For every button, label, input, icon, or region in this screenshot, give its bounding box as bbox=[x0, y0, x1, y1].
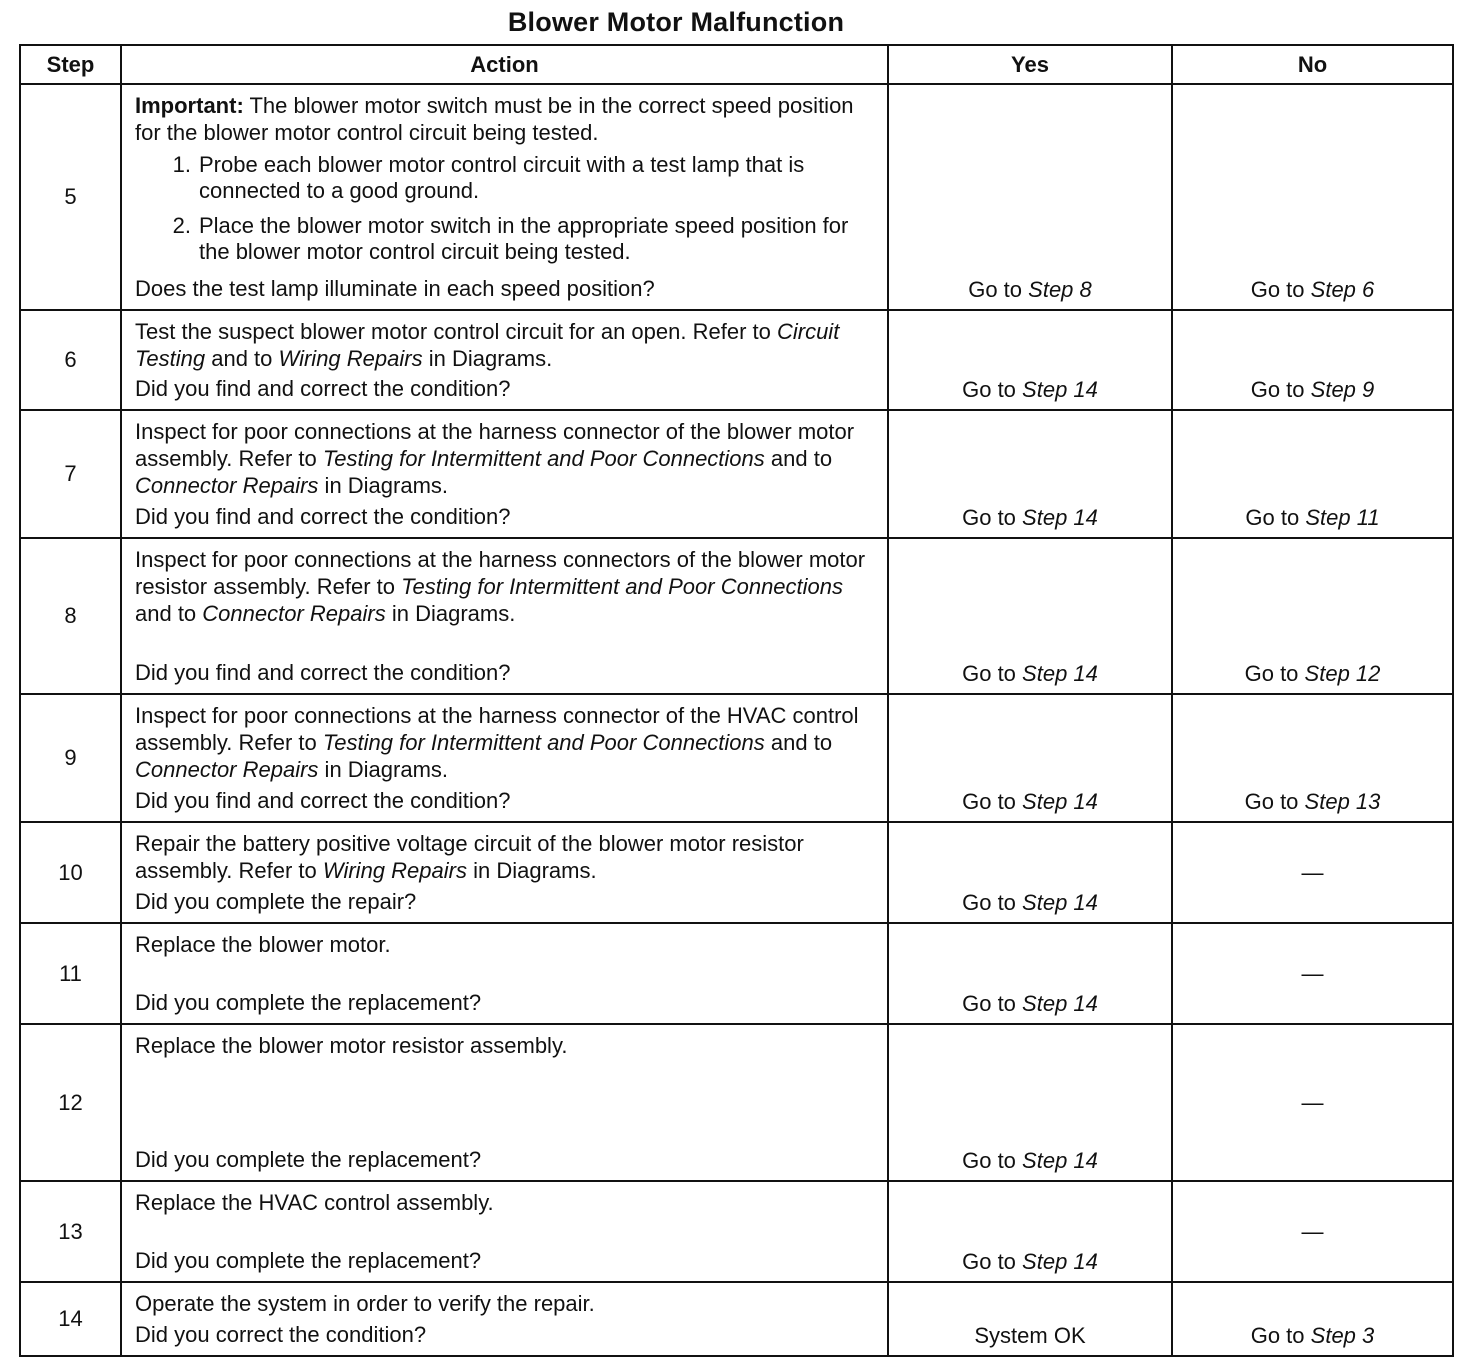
header-action: Action bbox=[121, 45, 888, 84]
action-text bbox=[135, 546, 875, 627]
action-text-segment: in Diagrams. bbox=[318, 757, 449, 782]
action-text-segment: Inspect for poor connections at the harness connector of the blower motor assembly. Refer to bbox=[135, 419, 855, 471]
page-title: Blower Motor Malfunction bbox=[507, 7, 845, 37]
action-cell bbox=[121, 84, 888, 310]
reference-link-text: Connector Repairs bbox=[202, 601, 386, 626]
reference-link-text: Testing for Intermittent and Poor Connections bbox=[401, 574, 844, 599]
step-number: 13 bbox=[20, 1181, 121, 1282]
important-label: Important: bbox=[135, 93, 244, 118]
table-header-row bbox=[20, 45, 1453, 84]
reference-link-text: Wiring Repairs bbox=[278, 346, 423, 371]
step-number: 11 bbox=[20, 923, 121, 1024]
no-step-ref: Step 12 bbox=[1304, 661, 1381, 686]
substep-text: Place the blower motor switch in the appropriate speed position for the blower motor control circuit being tested. bbox=[199, 213, 849, 264]
result-no bbox=[1172, 310, 1453, 410]
action-question: Did you find and correct the condition? bbox=[135, 660, 511, 685]
yes-goto-prefix: Go to bbox=[962, 991, 1016, 1016]
no-goto-prefix: Go to bbox=[1250, 277, 1305, 302]
action-text-segment: and to bbox=[764, 446, 833, 471]
result-yes bbox=[888, 923, 1172, 1024]
action-question: Did you correct the condition? bbox=[135, 1322, 427, 1347]
action-cell bbox=[121, 822, 888, 923]
no-step-ref: Step 6 bbox=[1310, 277, 1375, 302]
action-question: Did you complete the replacement? bbox=[135, 990, 482, 1015]
action-question: Did you complete the replacement? bbox=[135, 1147, 482, 1172]
header-step: Step bbox=[20, 45, 121, 84]
yes-step-ref: Step 14 bbox=[1022, 991, 1098, 1016]
action-content bbox=[122, 85, 887, 309]
action-cell bbox=[121, 538, 888, 694]
result-no bbox=[1172, 538, 1453, 694]
result-yes bbox=[888, 822, 1172, 923]
result-yes bbox=[888, 1181, 1172, 1282]
action-text-segment: in Diagrams. bbox=[385, 601, 516, 626]
step-number: 14 bbox=[20, 1282, 121, 1356]
result-no bbox=[1172, 694, 1453, 822]
action-question: Did you complete the repair? bbox=[135, 889, 417, 914]
action-description bbox=[135, 1032, 875, 1059]
step-number: 6 bbox=[20, 310, 121, 410]
action-text-segment: Operate the system in order to verify the repair. bbox=[135, 1291, 595, 1316]
yes-goto-prefix: Go to bbox=[962, 505, 1016, 530]
no-result-text: — bbox=[1301, 859, 1324, 885]
action-cell bbox=[121, 410, 888, 538]
reference-link-text: Wiring Repairs bbox=[322, 858, 467, 883]
header-yes: Yes bbox=[888, 45, 1172, 84]
yes-step-ref: Step 14 bbox=[1022, 661, 1098, 686]
header-no: No bbox=[1172, 45, 1453, 84]
action-content bbox=[122, 311, 887, 409]
no-goto-prefix: Go to bbox=[1244, 789, 1299, 814]
action-text bbox=[135, 1189, 875, 1216]
result-yes bbox=[888, 1024, 1172, 1181]
action-description bbox=[135, 1189, 875, 1216]
no-step-ref: Step 9 bbox=[1310, 377, 1375, 402]
action-cell bbox=[121, 310, 888, 410]
table-row bbox=[20, 1181, 1453, 1282]
result-yes bbox=[888, 310, 1172, 410]
reference-link-text: Testing for Intermittent and Poor Connections bbox=[322, 730, 765, 755]
action-cell bbox=[121, 923, 888, 1024]
action-text-segment: and to bbox=[205, 346, 279, 371]
action-text-segment: in Diagrams. bbox=[466, 858, 597, 883]
reference-link-text: Circuit Testing bbox=[135, 319, 840, 371]
table-row bbox=[20, 1282, 1453, 1356]
no-result-text: — bbox=[1301, 1089, 1324, 1115]
step-number: 5 bbox=[20, 84, 121, 310]
action-text bbox=[135, 931, 875, 958]
result-no bbox=[1172, 410, 1453, 538]
reference-link-text: Connector Repairs bbox=[135, 757, 319, 782]
action-text-segment: Replace the blower motor. bbox=[135, 932, 391, 957]
action-text-segment: Repair the battery positive voltage circuit of the blower motor resistor assembly. Refer to bbox=[135, 831, 804, 883]
diagnostic-table bbox=[19, 44, 1454, 1357]
action-question: Does the test lamp illuminate in each speed position? bbox=[135, 276, 655, 301]
action-description bbox=[135, 1290, 875, 1317]
yes-goto-prefix: Go to bbox=[962, 1148, 1016, 1173]
no-step-ref: Step 13 bbox=[1304, 789, 1381, 814]
yes-step-ref: Step 8 bbox=[1028, 277, 1092, 302]
action-text-segment: in Diagrams. bbox=[422, 346, 553, 371]
result-no bbox=[1172, 84, 1453, 310]
action-description bbox=[135, 830, 875, 884]
step-number: 9 bbox=[20, 694, 121, 822]
substep-number: 1. bbox=[172, 152, 191, 177]
action-cell bbox=[121, 1282, 888, 1356]
result-yes bbox=[888, 694, 1172, 822]
result-no bbox=[1172, 1282, 1453, 1356]
yes-step-ref: Step 14 bbox=[1022, 377, 1098, 402]
step-number: 8 bbox=[20, 538, 121, 694]
table-row bbox=[20, 1024, 1453, 1181]
step-number: 12 bbox=[20, 1024, 121, 1181]
yes-goto-prefix: Go to bbox=[968, 277, 1023, 302]
action-cell bbox=[121, 1024, 888, 1181]
action-content bbox=[122, 924, 887, 1023]
action-content bbox=[122, 411, 887, 537]
action-text bbox=[135, 1290, 875, 1317]
yes-goto-prefix: Go to bbox=[962, 789, 1016, 814]
action-description bbox=[135, 702, 875, 783]
action-text bbox=[135, 318, 875, 372]
substep-number: 2. bbox=[172, 213, 191, 238]
table-row bbox=[20, 410, 1453, 538]
yes-result-text: System OK bbox=[974, 1323, 1086, 1348]
yes-goto-prefix: Go to bbox=[962, 1249, 1016, 1274]
action-text bbox=[135, 702, 875, 783]
table-row bbox=[20, 694, 1453, 822]
no-step-ref: Step 11 bbox=[1305, 505, 1380, 530]
action-text-segment: Inspect for poor connections at the harness connector of the HVAC control assembly. Refer to bbox=[135, 703, 859, 755]
result-yes bbox=[888, 410, 1172, 538]
yes-goto-prefix: Go to bbox=[962, 890, 1016, 915]
step-number: 7 bbox=[20, 410, 121, 538]
no-goto-prefix: Go to bbox=[1244, 661, 1299, 686]
no-goto-prefix: Go to bbox=[1245, 505, 1300, 530]
yes-step-ref: Step 14 bbox=[1022, 1148, 1098, 1173]
action-description bbox=[135, 931, 875, 958]
substep-item bbox=[135, 213, 875, 265]
substep-text: Probe each blower motor control circuit with a test lamp that is connected to a good ground. bbox=[199, 152, 805, 203]
result-no bbox=[1172, 1024, 1453, 1181]
result-no bbox=[1172, 1181, 1453, 1282]
table-row bbox=[20, 84, 1453, 310]
result-yes bbox=[888, 538, 1172, 694]
action-text bbox=[135, 418, 875, 499]
action-text bbox=[135, 830, 875, 884]
action-question: Did you find and correct the condition? bbox=[135, 376, 511, 401]
result-yes bbox=[888, 84, 1172, 310]
important-text: The blower motor switch must be in the correct speed position for the blower motor control circuit being tested. bbox=[135, 93, 854, 145]
table-row bbox=[20, 310, 1453, 410]
action-cell bbox=[121, 694, 888, 822]
step-number: 10 bbox=[20, 822, 121, 923]
reference-link-text: Connector Repairs bbox=[135, 473, 319, 498]
table-row bbox=[20, 538, 1453, 694]
action-text-segment: and to bbox=[135, 601, 203, 626]
yes-goto-prefix: Go to bbox=[962, 377, 1016, 402]
yes-step-ref: Step 14 bbox=[1022, 789, 1098, 814]
important-note bbox=[135, 92, 875, 146]
action-content bbox=[122, 1182, 887, 1281]
result-yes bbox=[888, 1282, 1172, 1356]
action-text-segment: Inspect for poor connections at the harness connectors of the blower motor resistor assembly. Refer to bbox=[135, 547, 866, 599]
action-content bbox=[122, 695, 887, 821]
yes-step-ref: Step 14 bbox=[1022, 890, 1098, 915]
action-content bbox=[122, 539, 887, 693]
action-text bbox=[135, 1032, 875, 1059]
result-no bbox=[1172, 822, 1453, 923]
yes-step-ref: Step 14 bbox=[1022, 1249, 1098, 1274]
reference-link-text: Testing for Intermittent and Poor Connections bbox=[322, 446, 765, 471]
table-row bbox=[20, 822, 1453, 923]
action-text-segment: Test the suspect blower motor control circuit for an open. Refer to bbox=[135, 319, 777, 344]
no-result-text: — bbox=[1301, 960, 1324, 986]
action-content bbox=[122, 1283, 887, 1355]
action-question: Did you find and correct the condition? bbox=[135, 788, 511, 813]
action-description bbox=[135, 546, 875, 627]
action-text-segment: Replace the HVAC control assembly. bbox=[135, 1190, 494, 1215]
action-description bbox=[135, 418, 875, 499]
no-step-ref: Step 3 bbox=[1310, 1323, 1375, 1348]
action-content bbox=[122, 823, 887, 922]
action-text-segment: in Diagrams. bbox=[318, 473, 449, 498]
yes-goto-prefix: Go to bbox=[962, 661, 1016, 686]
action-text-segment: Replace the blower motor resistor assembly. bbox=[135, 1033, 568, 1058]
no-result-text: — bbox=[1301, 1218, 1324, 1244]
no-goto-prefix: Go to bbox=[1250, 1323, 1305, 1348]
action-description bbox=[135, 92, 875, 273]
action-text-segment: and to bbox=[764, 730, 833, 755]
no-goto-prefix: Go to bbox=[1250, 377, 1305, 402]
action-question: Did you complete the replacement? bbox=[135, 1248, 482, 1273]
action-question: Did you find and correct the condition? bbox=[135, 504, 511, 529]
substep-item bbox=[135, 152, 875, 204]
action-cell bbox=[121, 1181, 888, 1282]
action-description bbox=[135, 318, 875, 372]
action-content bbox=[122, 1025, 887, 1180]
substep-list bbox=[135, 152, 875, 265]
table-row bbox=[20, 923, 1453, 1024]
result-no bbox=[1172, 923, 1453, 1024]
yes-step-ref: Step 14 bbox=[1022, 505, 1098, 530]
